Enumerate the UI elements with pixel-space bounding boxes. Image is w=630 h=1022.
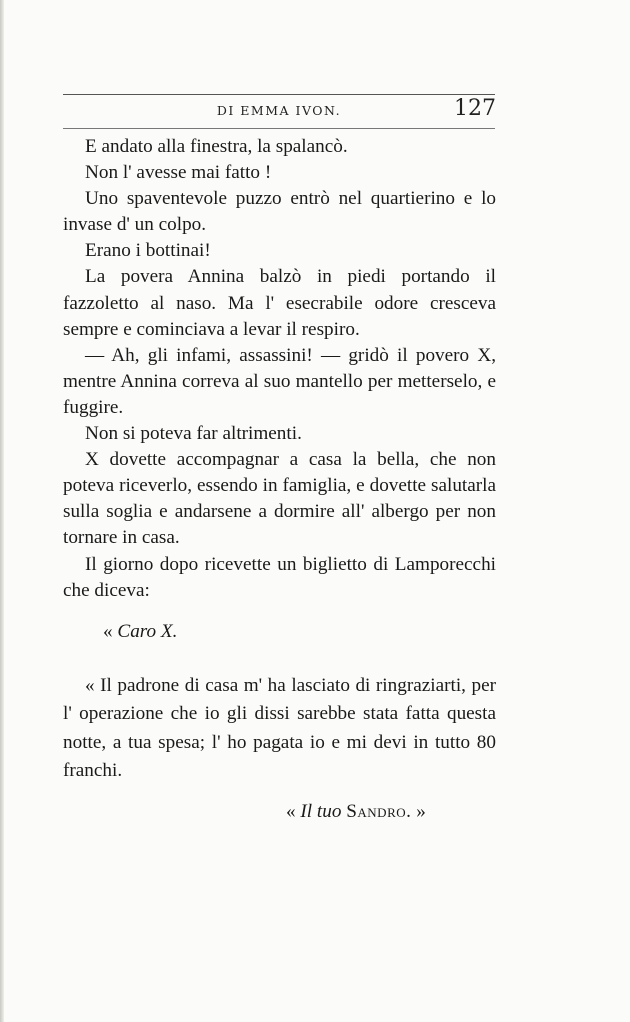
- running-title: DI EMMA IVON.: [216, 103, 342, 118]
- paragraph: — Ah, gli infami, assassini! — gridò il povero X, mentre Annina correva al suo mantello per metterselo, e fuggire.: [63, 344, 496, 418]
- salutation-text: Caro X.: [117, 621, 178, 642]
- letter-salutation: [103, 621, 177, 643]
- letter-signature: [286, 801, 426, 823]
- header-rule-bottom: [63, 128, 495, 129]
- paragraph: Il giorno dopo ricevette un biglietto di Lamporecchi che diceva:: [63, 553, 496, 601]
- paragraph: Non si poteva far altrimenti.: [85, 423, 302, 445]
- body-text: [63, 134, 496, 604]
- paragraph: La povera Annina balzò in piedi portando il fazzoletto al naso. Ma l' esecrabile odore cresceva sempre e cominciava a levar il respiro.: [63, 266, 496, 340]
- paragraph: Erano i bottinai!: [85, 240, 211, 262]
- signature-open-quote: «: [286, 801, 296, 822]
- paragraph: X dovette accompagnar a casa la bella, che non poteva riceverlo, essendo in famiglia, e dovette salutarla sulla soglia e andarsene a dormire all' albergo per non tornare in casa.: [63, 449, 496, 549]
- signature-words: Il tuo: [300, 801, 342, 822]
- open-quote: «: [103, 621, 113, 642]
- header-rule-top: [63, 94, 495, 95]
- paragraph: Non l' avesse mai fatto !: [85, 162, 272, 184]
- page-edge: [0, 0, 4, 1022]
- paragraph: E andato alla finestra, la spalancò.: [85, 136, 348, 157]
- letter-body: [63, 672, 496, 786]
- signature-close-quote: »: [416, 801, 426, 822]
- paragraph: Uno spaventevole puzzo entrò nel quartierino e lo invase d' un colpo.: [63, 188, 496, 236]
- page-number: 127: [454, 96, 496, 121]
- signature-name: Sandro.: [346, 801, 412, 822]
- letter-paragraph: « Il padrone di casa m' ha lasciato di ringraziarti, per l' operazione che io gli dissi sarebbe stata fatta questa notte, a tua spesa; l' ho pagata io e mi devi in tutto 80 franchi.: [63, 675, 496, 782]
